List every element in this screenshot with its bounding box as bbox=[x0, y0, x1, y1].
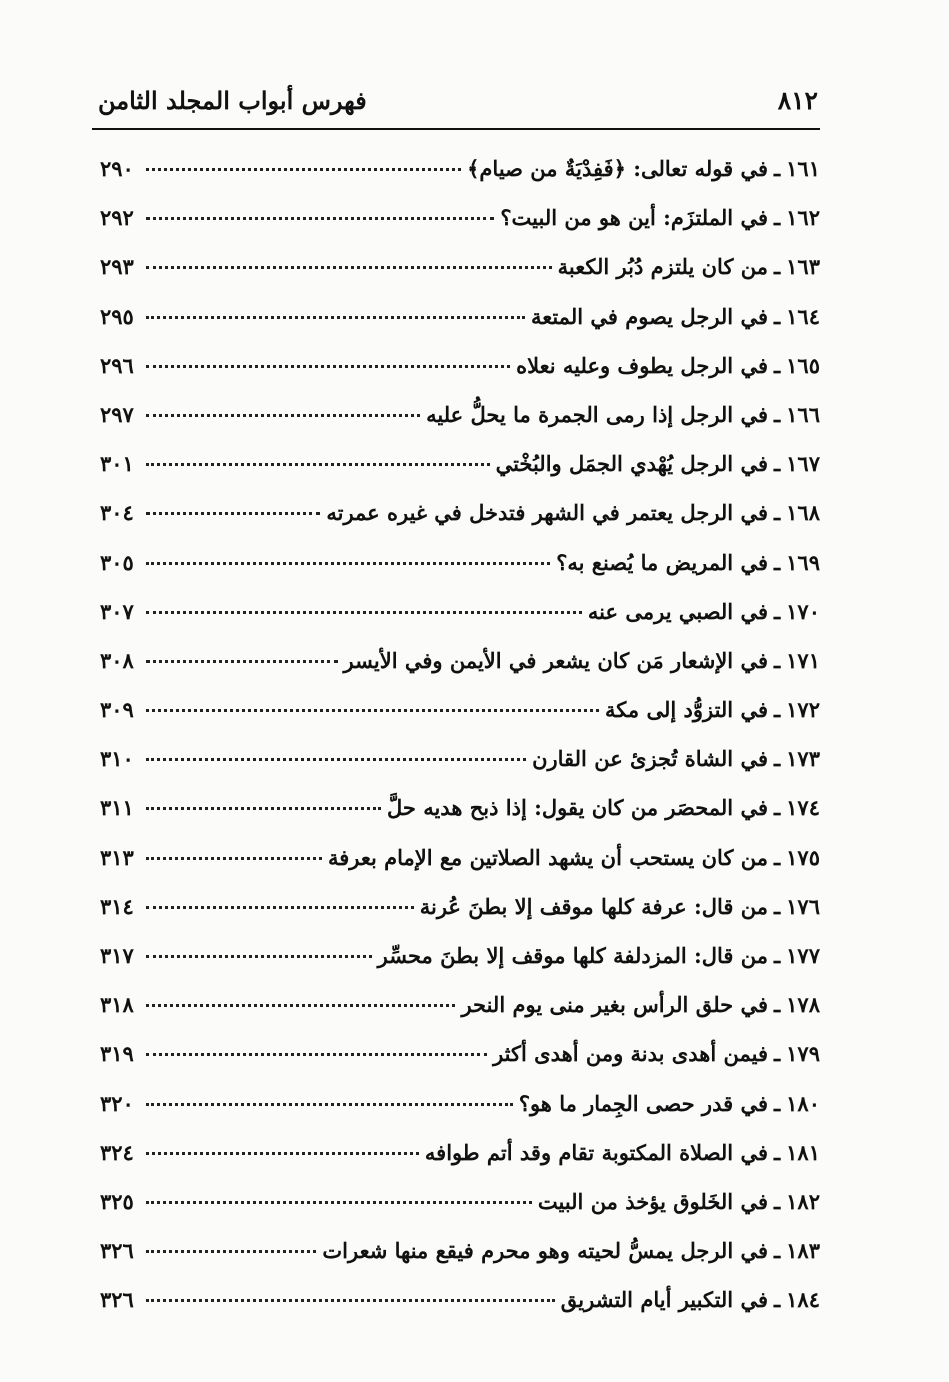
entry-title: في الصبي يرمى عنه bbox=[587, 598, 768, 624]
entry-separator: ـ bbox=[774, 943, 781, 968]
entry-number: ١٧٥ bbox=[786, 844, 820, 870]
dot-leader bbox=[146, 364, 510, 368]
entry-title: من قال: عرفة كلها موقف إلا بطنَ عُرنة bbox=[419, 893, 768, 919]
entry-number: ١٦٣ bbox=[786, 254, 820, 280]
entry-separator: ـ bbox=[774, 647, 781, 673]
entry-number: ١٨٠ bbox=[786, 1090, 820, 1116]
entry-separator: ـ bbox=[774, 992, 781, 1018]
entry-page-number: ٣١٤ bbox=[100, 893, 134, 919]
entry-number: ١٧٠ bbox=[786, 598, 820, 624]
entry-separator: ـ bbox=[774, 1238, 781, 1264]
entry-page-number: ٣١٧ bbox=[100, 943, 134, 968]
dot-leader bbox=[146, 757, 526, 761]
entry-number: ١٦٦ bbox=[786, 401, 820, 427]
entry-separator: ـ bbox=[774, 500, 781, 526]
entry-title: من قال: المزدلفة كلها موقف إلا بطنَ محسِّر bbox=[377, 943, 768, 968]
dot-leader bbox=[146, 1298, 555, 1302]
entry-separator: ـ bbox=[774, 893, 781, 919]
entry-page-number: ٢٩٦ bbox=[100, 352, 134, 378]
entry-title: في الصلاة المكتوبة تقام وقد أتم طوافه bbox=[424, 1139, 768, 1165]
entry-page-number: ٣٠١ bbox=[100, 451, 134, 477]
entry-separator: ـ bbox=[774, 1287, 781, 1313]
entry-separator: ـ bbox=[774, 1090, 781, 1116]
toc-entry bbox=[100, 550, 820, 599]
entry-page-number: ٢٩٥ bbox=[100, 303, 134, 329]
entry-number: ١٦٩ bbox=[786, 549, 820, 575]
toc-entry bbox=[100, 500, 820, 549]
toc-entry bbox=[100, 402, 820, 451]
entry-number: ١٨٤ bbox=[786, 1287, 820, 1313]
toc-entry bbox=[100, 1041, 820, 1090]
entry-page-number: ٢٩٠ bbox=[100, 156, 134, 181]
entry-separator: ـ bbox=[774, 598, 781, 624]
entry-page-number: ٣٢٦ bbox=[100, 1238, 134, 1264]
entry-number: ١٧٣ bbox=[786, 746, 820, 772]
entry-page-number: ٢٩٧ bbox=[100, 401, 134, 427]
entry-number: ١٧٢ bbox=[786, 697, 820, 723]
toc-entry bbox=[100, 1238, 820, 1287]
toc-entry bbox=[100, 746, 820, 795]
entry-page-number: ٣١٣ bbox=[100, 844, 134, 870]
entry-title: في الإشعار مَن كان يشعر في الأيمن وفي الأيسر bbox=[343, 647, 768, 673]
dot-leader bbox=[146, 216, 494, 220]
entry-page-number: ٣٢٤ bbox=[100, 1139, 134, 1165]
dot-leader bbox=[146, 167, 461, 171]
dot-leader bbox=[146, 561, 550, 565]
entry-page-number: ٣٢٠ bbox=[100, 1090, 134, 1116]
entry-title: في الملتزَم: أين هو من البيت؟ bbox=[500, 205, 768, 231]
entry-title: من كان يلتزم دُبُر الكعبة bbox=[557, 254, 768, 280]
table-of-contents bbox=[100, 156, 820, 1337]
dot-leader bbox=[146, 856, 322, 860]
dot-leader bbox=[146, 806, 381, 810]
dot-leader bbox=[146, 462, 490, 466]
entry-separator: ـ bbox=[774, 549, 781, 575]
entry-number: ١٦١ bbox=[786, 156, 820, 181]
entry-title: في حلق الرأس بغير منى يوم النحر bbox=[461, 992, 768, 1018]
entry-page-number: ٣٢٥ bbox=[100, 1188, 134, 1214]
entry-title: في قوله تعالى: ﴿فَفِدْيَةٌ من صيام﴾ bbox=[467, 156, 768, 181]
entry-title: في الرجل يطوف وعليه نعلاه bbox=[516, 352, 768, 378]
entry-title: فيمن أهدى بدنة ومن أهدى أكثر bbox=[493, 1041, 768, 1067]
entry-page-number: ٣٠٧ bbox=[100, 598, 134, 624]
entry-number: ١٦٤ bbox=[786, 303, 820, 329]
toc-entry bbox=[100, 156, 820, 205]
entry-separator: ـ bbox=[774, 746, 781, 772]
header-rule bbox=[92, 128, 820, 130]
entry-number: ١٦٧ bbox=[786, 451, 820, 477]
toc-entry bbox=[100, 205, 820, 254]
entry-title: في المريض ما يُصنع به؟ bbox=[556, 549, 768, 575]
toc-entry bbox=[100, 648, 820, 697]
page-number: ٨١٢ bbox=[777, 86, 818, 115]
dot-leader bbox=[146, 1102, 513, 1106]
entry-page-number: ٣٠٥ bbox=[100, 549, 134, 575]
entry-page-number: ٣١١ bbox=[100, 795, 134, 821]
entry-title: في الرجل إذا رمى الجمرة ما يحلُّ عليه bbox=[426, 401, 768, 427]
dot-leader bbox=[146, 708, 599, 712]
entry-separator: ـ bbox=[774, 1041, 781, 1067]
dot-leader bbox=[146, 1003, 455, 1007]
entry-page-number: ٣١٩ bbox=[100, 1041, 134, 1067]
entry-page-number: ٣١٠ bbox=[100, 746, 134, 772]
entry-title: في الشاة تُجزئ عن القارن bbox=[532, 746, 768, 772]
entry-separator: ـ bbox=[774, 1188, 781, 1214]
dot-leader bbox=[146, 954, 372, 958]
toc-entry bbox=[100, 304, 820, 353]
dot-leader bbox=[146, 265, 552, 269]
entry-separator: ـ bbox=[774, 697, 781, 723]
toc-entry bbox=[100, 845, 820, 894]
entry-number: ١٨٣ bbox=[786, 1238, 820, 1264]
dot-leader bbox=[146, 610, 582, 614]
entry-number: ١٨٢ bbox=[786, 1188, 820, 1214]
entry-number: ١٧٨ bbox=[786, 992, 820, 1018]
toc-entry bbox=[100, 1140, 820, 1189]
dot-leader bbox=[146, 1200, 532, 1204]
entry-page-number: ٣٠٩ bbox=[100, 697, 134, 723]
entry-number: ١٧٦ bbox=[786, 893, 820, 919]
entry-title: في التكبير أيام التشريق bbox=[560, 1287, 768, 1313]
entry-separator: ـ bbox=[774, 401, 781, 427]
entry-title: في الرجل يعتمر في الشهر فتدخل في غيره عمرته bbox=[326, 500, 768, 526]
toc-entry bbox=[100, 1091, 820, 1140]
entry-number: ١٨١ bbox=[786, 1139, 820, 1165]
page-header bbox=[92, 74, 820, 126]
entry-number: ١٧٧ bbox=[786, 943, 820, 968]
toc-entry bbox=[100, 894, 820, 943]
entry-number: ١٧٩ bbox=[786, 1041, 820, 1067]
toc-entry bbox=[100, 1189, 820, 1238]
entry-number: ١٦٥ bbox=[786, 352, 820, 378]
entry-title: في الرجل يُهْدي الجمَل والبُخْتي bbox=[495, 451, 768, 477]
dot-leader bbox=[146, 1249, 316, 1253]
entry-number: ١٧٤ bbox=[786, 795, 820, 821]
entry-separator: ـ bbox=[774, 352, 781, 378]
toc-entry bbox=[100, 451, 820, 500]
toc-entry bbox=[100, 1287, 820, 1336]
entry-separator: ـ bbox=[774, 451, 781, 477]
running-title: فهرس أبواب المجلد الثامن bbox=[98, 86, 367, 115]
entry-separator: ـ bbox=[774, 254, 781, 280]
toc-entry bbox=[100, 992, 820, 1041]
toc-entry bbox=[100, 795, 820, 844]
dot-leader bbox=[146, 315, 525, 319]
entry-title: في قدر حصى الجِمار ما هو؟ bbox=[518, 1090, 768, 1116]
entry-page-number: ٢٩٣ bbox=[100, 254, 134, 280]
entry-title: في الرجل يصوم في المتعة bbox=[530, 303, 768, 329]
entry-number: ١٧١ bbox=[786, 647, 820, 673]
entry-page-number: ٣٢٦ bbox=[100, 1287, 134, 1313]
entry-title: في المحصَر من كان يقول: إذا ذبح هديه حلَّ bbox=[387, 795, 768, 821]
dot-leader bbox=[146, 1151, 419, 1155]
entry-title: في الرجل يمسُّ لحيته وهو محرم فيقع منها شعرات bbox=[322, 1238, 768, 1264]
entry-separator: ـ bbox=[774, 795, 781, 821]
entry-separator: ـ bbox=[774, 1139, 781, 1165]
entry-separator: ـ bbox=[774, 205, 781, 231]
toc-entry bbox=[100, 943, 820, 992]
toc-entry bbox=[100, 254, 820, 303]
dot-leader bbox=[146, 659, 338, 663]
entry-number: ١٦٢ bbox=[786, 205, 820, 231]
entry-title: من كان يستحب أن يشهد الصلاتين مع الإمام بعرفة bbox=[327, 844, 768, 870]
entry-page-number: ٣٠٤ bbox=[100, 500, 134, 526]
entry-separator: ـ bbox=[774, 844, 781, 870]
entry-number: ١٦٨ bbox=[786, 500, 820, 526]
entry-page-number: ٣٠٨ bbox=[100, 647, 134, 673]
entry-separator: ـ bbox=[774, 156, 781, 181]
entry-title: في الخَلوق يؤخذ من البيت bbox=[537, 1188, 768, 1214]
dot-leader bbox=[146, 1052, 487, 1056]
entry-title: في التزوُّد إلى مكة bbox=[605, 697, 768, 723]
dot-leader bbox=[146, 905, 414, 909]
entry-page-number: ٢٩٢ bbox=[100, 205, 134, 231]
toc-entry bbox=[100, 353, 820, 402]
entry-page-number: ٣١٨ bbox=[100, 992, 134, 1018]
dot-leader bbox=[146, 511, 320, 515]
entry-separator: ـ bbox=[774, 303, 781, 329]
toc-entry bbox=[100, 697, 820, 746]
dot-leader bbox=[146, 413, 420, 417]
toc-entry bbox=[100, 599, 820, 648]
